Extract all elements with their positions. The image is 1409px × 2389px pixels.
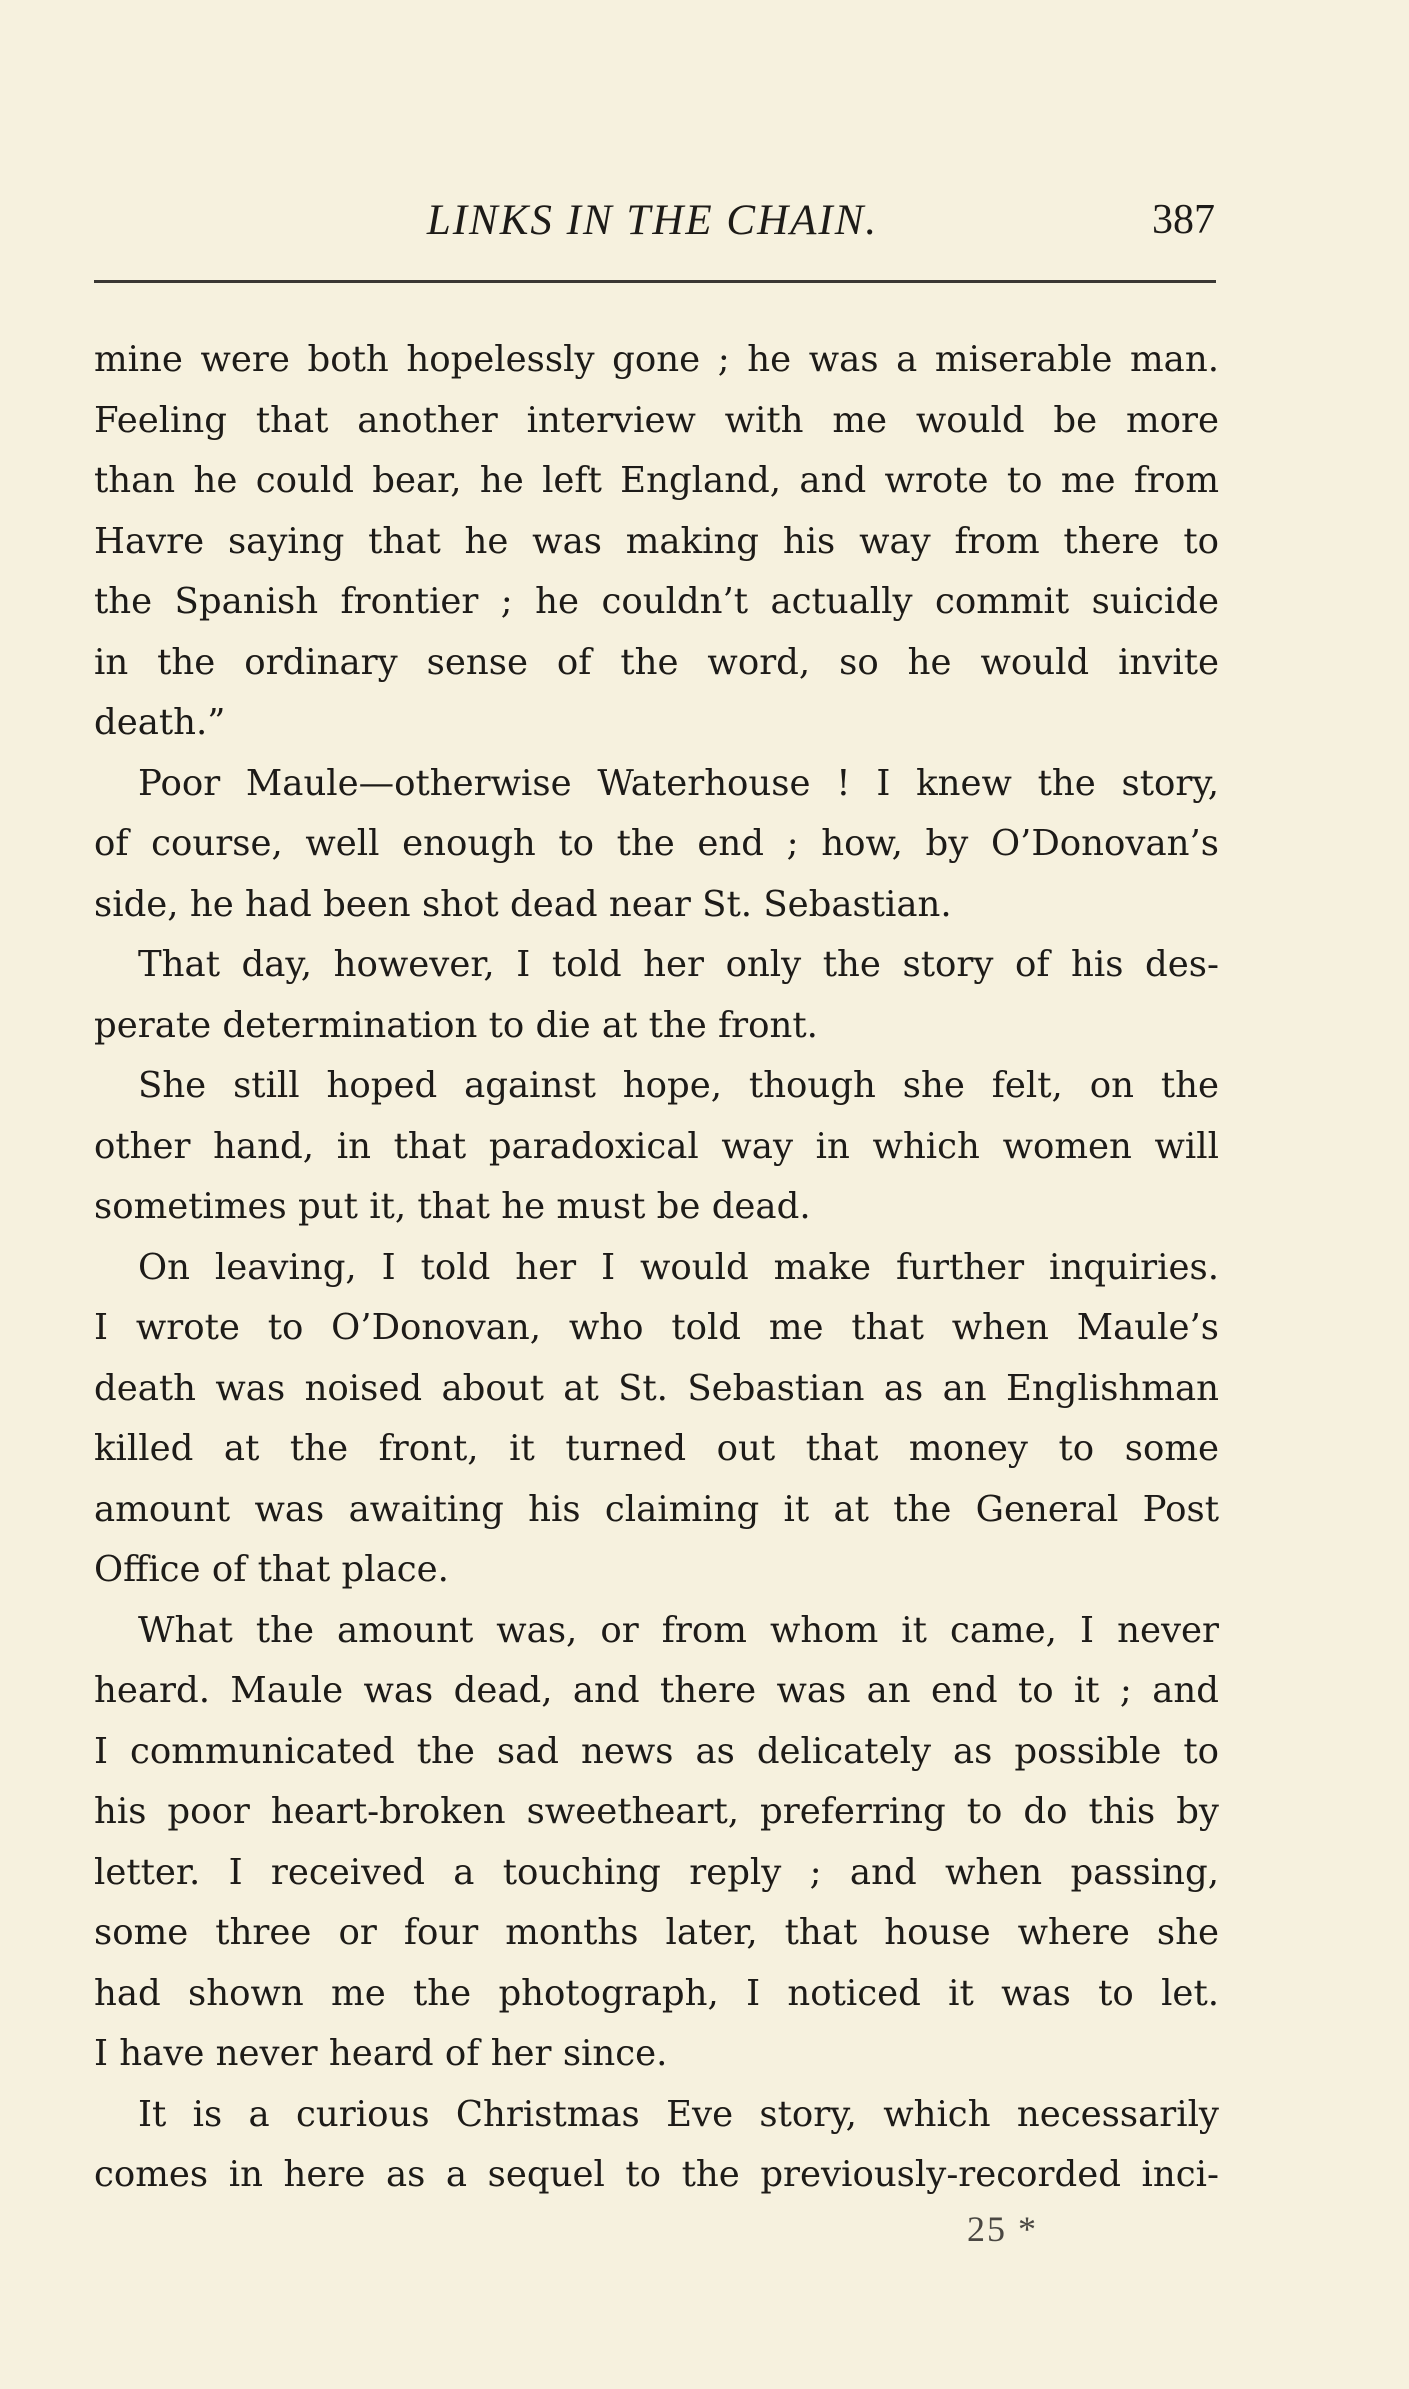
text-line: mine were both hopelessly gone ; he was a miserable man. xyxy=(94,339,1219,380)
header-rule xyxy=(94,280,1216,283)
text-line: She still hoped against hope, though she felt, on the xyxy=(138,1065,1219,1106)
text-line: side, he had been shot dead near St. Sebastian. xyxy=(94,883,952,925)
paragraph xyxy=(94,935,1219,1056)
page-number: 387 xyxy=(1152,197,1215,243)
paragraph xyxy=(94,754,1219,936)
text-line: had shown me the photograph, I noticed it was to let. xyxy=(94,1972,1219,2014)
paragraph xyxy=(94,330,1219,754)
text-line: in the ordinary sense of the word, so he would invite xyxy=(94,641,1219,683)
text-line: Havre saying that he was making his way from there to xyxy=(94,520,1219,562)
text-line: amount was awaiting his claiming it at the General Post xyxy=(94,1488,1219,1530)
text-line: killed at the front, it turned out that money to some xyxy=(94,1428,1219,1469)
text-line: other hand, in that paradoxical way in which women will xyxy=(94,1125,1219,1167)
text-line: some three or four months later, that house where she xyxy=(94,1912,1219,1953)
paragraph xyxy=(94,1238,1219,1601)
text-line: perate determination to die at the front. xyxy=(94,1004,818,1046)
text-line: of course, well enough to the end ; how, by O’Donovan’s xyxy=(94,823,1219,864)
text-line: Feeling that another interview with me would be more xyxy=(94,399,1219,441)
text-line: than he could bear, he left England, and wrote to me from xyxy=(94,460,1219,501)
text-line: What the amount was, or from whom it came, I never xyxy=(138,1609,1219,1651)
text-line: death was noised about at St. Sebastian as an Englishman xyxy=(94,1367,1219,1409)
text-line: comes in here as a sequel to the previously-recorded inci- xyxy=(94,2154,1219,2195)
text-line: the Spanish frontier ; he couldn’t actually commit suicide xyxy=(94,581,1219,622)
text-line: I communicated the sad news as delicately as possible to xyxy=(94,1730,1219,1772)
text-line: On leaving, I told her I would make further inquiries. xyxy=(138,1246,1219,1288)
running-head xyxy=(90,196,1215,252)
running-title: LINKS IN THE CHAIN. xyxy=(426,197,879,244)
paragraph xyxy=(94,1601,1219,2085)
text-line: Office of that place. xyxy=(94,1549,449,1590)
text-line: heard. Maule was dead, and there was an end to it ; and xyxy=(94,1670,1219,1711)
text-line: That day, however, I told her only the story of his des- xyxy=(138,944,1219,985)
text-line: death.” xyxy=(94,702,226,743)
text-line: I have never heard of her since. xyxy=(94,2033,668,2074)
text-line: Poor Maule—otherwise Waterhouse ! I knew the story, xyxy=(138,762,1219,804)
paragraph xyxy=(94,2085,1219,2206)
body-text xyxy=(94,330,1219,2206)
text-line: letter. I received a touching reply ; and when passing, xyxy=(94,1851,1219,1893)
text-line: his poor heart-broken sweetheart, preferring to do this by xyxy=(94,1791,1219,1832)
text-line: It is a curious Christmas Eve story, which necessarily xyxy=(138,2093,1219,2135)
signature-mark: 25 * xyxy=(967,2209,1038,2249)
text-line: sometimes put it, that he must be dead. xyxy=(94,1186,811,1227)
paragraph xyxy=(94,1056,1219,1238)
text-line: I wrote to O’Donovan, who told me that when Maule’s xyxy=(94,1307,1219,1348)
